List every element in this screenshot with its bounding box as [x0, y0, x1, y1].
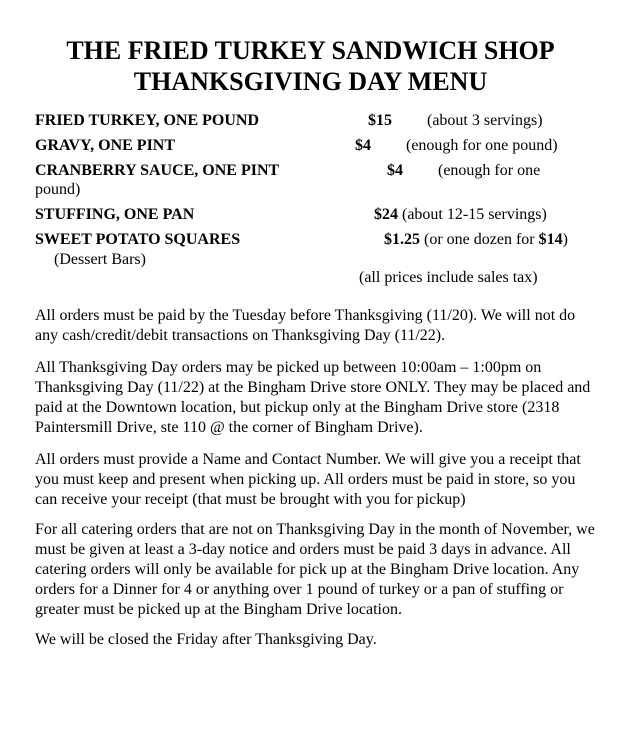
tax-note: (all prices include sales tax) [359, 269, 538, 286]
menu-item-dozen-price: $14 [538, 231, 563, 248]
receipt-policy-paragraph: All orders must provide a Name and Contact Number. We will give you a receipt that you must keep and present when picking up. All orders must be paid in store, so you can receive your receipt (that must be brought with you for pickup) [35, 451, 581, 508]
menu-item-name: STUFFING, ONE PAN [35, 206, 195, 223]
catering-policy-paragraph: For all catering orders that are not on Thanksgiving Day in the month of November, we must be given at least a 3-day notice and orders must be paid 3 days in advance. All catering orders will only be available for pick up at the Bingham Drive location. Any orders for a Dinner for 4 or anything over 1 pound of turkey or a pan of stuffing or greater must be picked up at the Bingham Drive location. [35, 521, 595, 618]
menu-item-price: $15 [368, 112, 392, 129]
payment-policy-paragraph: All orders must be paid by the Tuesday before Thanksgiving (11/20). We will not do any cash/credit/debit transactions on Thanksgiving Day (11/22). [35, 307, 576, 344]
menu-item-price-line [374, 205, 547, 224]
menu-item-note: (about 12-15 servings) [402, 206, 547, 223]
shop-title: THE FRIED TURKEY SANDWICH SHOP [66, 36, 555, 65]
menu-item-price-line [384, 230, 568, 249]
menu-item-subtitle: (Dessert Bars) [54, 251, 146, 268]
menu-item-note: (or one dozen for [424, 231, 539, 248]
menu-item-price: $1.25 [384, 231, 420, 248]
closing-notice-paragraph: We will be closed the Friday after Thanksgiving Day. [35, 631, 377, 648]
menu-item-name: CRANBERRY SAUCE, ONE PINT [35, 162, 280, 179]
menu-item-note: (enough for one [438, 162, 541, 179]
menu-item-note: (enough for one pound) [406, 137, 558, 154]
menu-item-name: GRAVY, ONE PINT [35, 137, 176, 154]
menu-item-name: FRIED TURKEY, ONE POUND [35, 112, 260, 129]
menu-item-note-end: ) [562, 231, 568, 248]
pickup-policy-paragraph: All Thanksgiving Day orders may be picked up between 10:00am – 1:00pm on Thanksgiving Day (11/22) at the Bingham Drive store ONLY. They may be placed and paid at the Downtown location, but pickup only at the Bingham Drive store (2318 Paintersmill Drive, ste 110 @ the corner of Bingham Drive). [35, 359, 591, 436]
menu-title: THANKSGIVING DAY MENU [133, 67, 488, 96]
menu-item-name: SWEET POTATO SQUARES [35, 231, 241, 248]
menu-item-price: $24 [374, 206, 398, 223]
menu-item-note-continued: pound) [35, 181, 81, 198]
menu-item-price: $4 [387, 162, 403, 179]
menu-item-note: (about 3 servings) [427, 112, 543, 129]
menu-item-price: $4 [355, 137, 371, 154]
